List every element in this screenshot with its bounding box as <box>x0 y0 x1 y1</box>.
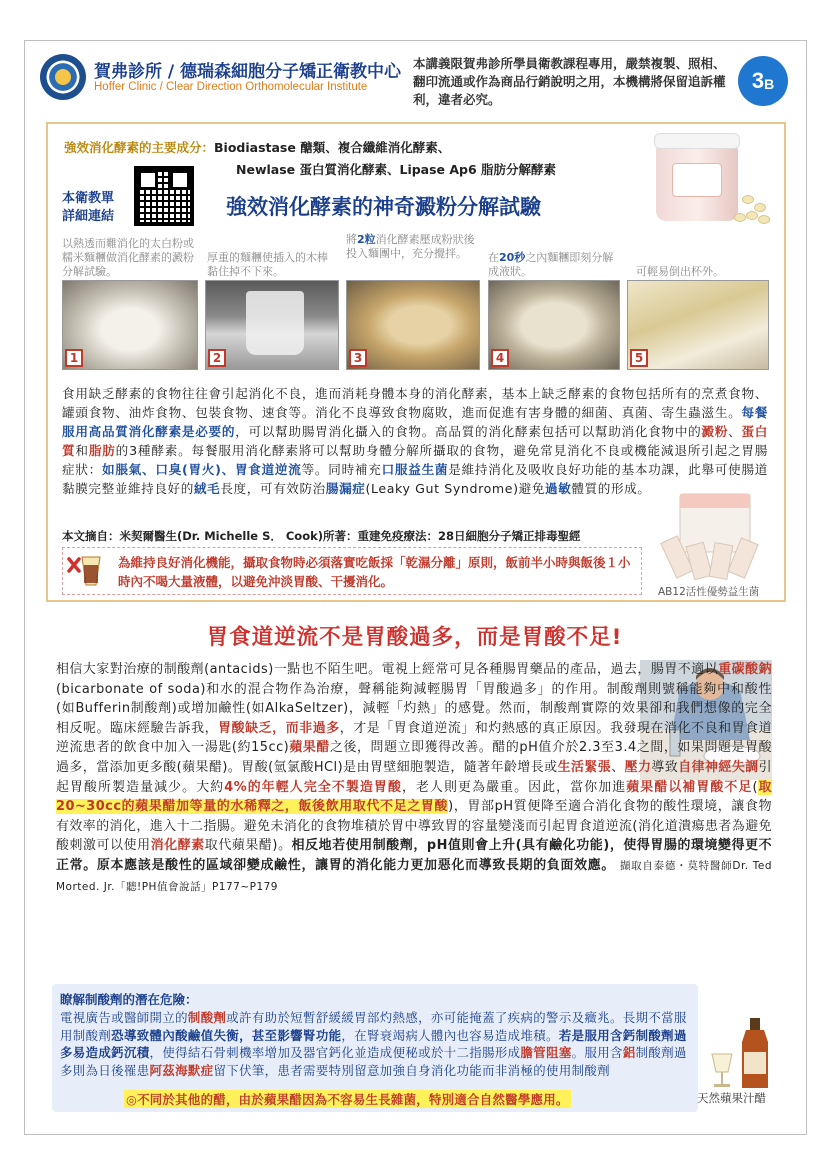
step-2-caption: 厚重的麵糰使插入的木棒黏住掉不下來。 <box>207 251 328 278</box>
step-1-caption: 以熱透而難消化的太白粉或糯米麵糰做消化酵素的澱粉分解試驗。 <box>62 237 194 278</box>
step-3-photo: 3 <box>346 280 480 370</box>
reflux-body-text: 相信大家對治療的制酸劑(antacids)一點也不陌生吧。電視上經常可見各種腸胃藥品的產品，過去，腸胃不適以重碳酸鈉(bicarbonate of soda)和水的混合物作為治療，聲稱能夠減輕腸胃「胃酸過多」的作用。制酸劑則號稱能夠中和酸性(如Bufferin制酸劑)或增加鹼性(如AlkaSeltzer)，減輕「灼熱」的感覺。然而，制酸劑實際的效果卻和我們想像的完全相反呢。臨床經驗告訴我，胃酸缺乏，而非過多，才是「胃食道逆流」和灼熱感的真正原因。我發現在消化不良和胃食道逆流患者的飲食中加入一湯匙(約15cc)蘋果醋之後，問題立即獲得改善。醋的pH值介於2.3至3.4之間，如果問題是胃酸過多，當添加更多酸(蘋果醋)。胃酸(氫氯酸HCl)是由胃壁細胞製造，隨著年齡增長或生活緊張、壓力導致自律神經失調引起胃酸所製造量減少。大約4%的年輕人完全不製造胃酸，老人則更為嚴重。因此，當你加進蘋果醋以補胃酸不足(取20~30cc的蘋果醋加等量的水稀釋之，飯後飲用取代不足之胃酸)，胃部pH質便降至適合消化食物的酸性環境，讓食物有效率的消化，進入十二指腸。避免未消化的食物堆積於胃中導致胃的容量變淺而引起胃食道逆流(消化道潰瘍患者為避免酸刺激可以使用消化酵素取代蘋果醋)。相反地若使用制酸劑，pH值則會上升(具有鹼化功能)，使得胃腸的環境變得更不正常。原本應該是酸性的區域卻變成鹼性，讓胃的消化能力更加惡化而導致長期的負面效應。 擷取自泰德・莫特醫師Dr. Ted Morted. Jr.「聽!PH值會說話」P177~P179 <box>56 662 773 893</box>
step-4-photo: 4 <box>488 280 620 370</box>
dry-wet-separation-tip: 為維持良好消化機能，攝取食物時必須落實吃飯採「乾濕分離」原則，飯前半小時與飯後１小時內不喝大量液體，以避免沖淡胃酸、干擾消化。 <box>118 555 631 589</box>
vinegar-caption: 天然蘋果汁醋 <box>697 1091 766 1105</box>
ab12-caption: AB12活性優勢益生菌 <box>658 586 760 598</box>
ab12-probiotic-packets-image <box>660 488 770 580</box>
step-2-photo: 2 <box>205 280 339 370</box>
step-1-photo: 1 <box>62 280 198 370</box>
qr-label: 本衛教單 詳細連結 <box>62 191 115 224</box>
ingredients-line-2: Newlase 蛋白質消化酵素、Lipase Ap6 脂肪分解酵素 <box>236 162 557 177</box>
enzyme-body-text: 食用缺乏酵素的食物往往會引起消化不良，進而消耗身體本身的消化酵素，基本上缺乏酵素的食物包括所有的烹煮食物、罐頭食物、油炸食物、包裝食物、速食等。消化不良導致食物腐敗，進而促進有害身體的細菌、真菌、寄生蟲滋生。每餐服用高品質消化酵素是必要的，可以幫助腸胃消化攝入的食物。高品質的消化酵素包括可以幫助消化食物中的澱粉、蛋白質和脂肪的3種酵素。每餐服用消化酵素將可以幫助身體分解所攝取的食物，避免常見消化不良或機能減退所引起之胃腸症狀：如脹氣、口臭(胃火)、胃食道逆流等。同時補充口服益生菌是維持消化及吸收良好功能的基本功課，此舉可使腸道黏膜完整並維持良好的絨毛長度，可有效防治腸漏症(Leaky Gut Syndrome)避免過敏體質的形成。 <box>62 386 769 496</box>
step-5-photo: 5 <box>627 280 769 370</box>
no-drinks-icon <box>66 551 108 589</box>
apple-cider-vinegar-image <box>706 1014 786 1090</box>
ingredients-line-1: 強效消化酵素的主要成分：Biodiastase 醣類、複合纖維消化酵素、 <box>64 140 451 155</box>
reflux-section-title: 胃食道逆流不是胃酸過多，而是胃酸不足! <box>206 625 623 650</box>
clinic-subtitle: Hoffer Clinic / Clear Direction Orthomolecular Institute <box>94 81 368 93</box>
qr-code[interactable] <box>134 166 194 226</box>
experiment-title: 強效消化酵素的神奇澱粉分解試驗 <box>226 195 541 219</box>
antacid-warning-title: 瞭解制酸劑的潛在危險： <box>60 992 198 1007</box>
page-badge: 3 B <box>738 56 788 106</box>
clinic-logo <box>40 54 86 100</box>
step-3-caption: 將2粒消化酵素壓成粉狀後投入麵團中，充分攪拌。 <box>346 233 475 260</box>
clinic-title: 賀弗診所 / 德瑞森細胞分子矯正衛教中心 <box>94 62 402 82</box>
step-5-caption: 可輕易倒出杯外。 <box>636 265 724 278</box>
apple-vinegar-note: ◎不同於其他的醋，由於蘋果醋因為不容易生長雜菌，特別適合自然醫學應用。 <box>126 1092 569 1107</box>
enzyme-product-jar-image <box>650 133 770 225</box>
antacid-warning-text: 電視廣告或醫師開立的制酸劑或許有助於短暫舒緩緩胃部灼熱感，亦可能掩蓋了疾病的警示及癥兆。長期不當服用制酸劑恐導致體內酸鹼值失衡，甚至影響腎功能，在腎衰竭病人體內也容易造成堆積。若是服用含鈣制酸劑過多易造成鈣沉積，使得結石骨刺機率增加及器官鈣化並造成便秘或於十二指腸形成膽管阻塞。服用含鋁制酸劑過多則為日後罹患阿茲海默症留下伏筆，患者需要特別留意加強自身消化功能而非消極的使用制酸劑 <box>60 1010 687 1078</box>
source-citation: 本文摘自：米契爾醫生(Dr. Michelle S． Cook)所著：重建免疫療法：28日細胞分子矯正排毒聖經 <box>62 529 581 543</box>
copyright-notice: 本講義限賀弗診所學員衛教課程專用，嚴禁複製、照相、翻印流通或作為商品行銷說明之用，本機構將保留追訴權利，違者必究。 <box>413 56 726 107</box>
step-4-caption: 在20秒之內麵糰即刻分解成液狀。 <box>488 251 614 278</box>
